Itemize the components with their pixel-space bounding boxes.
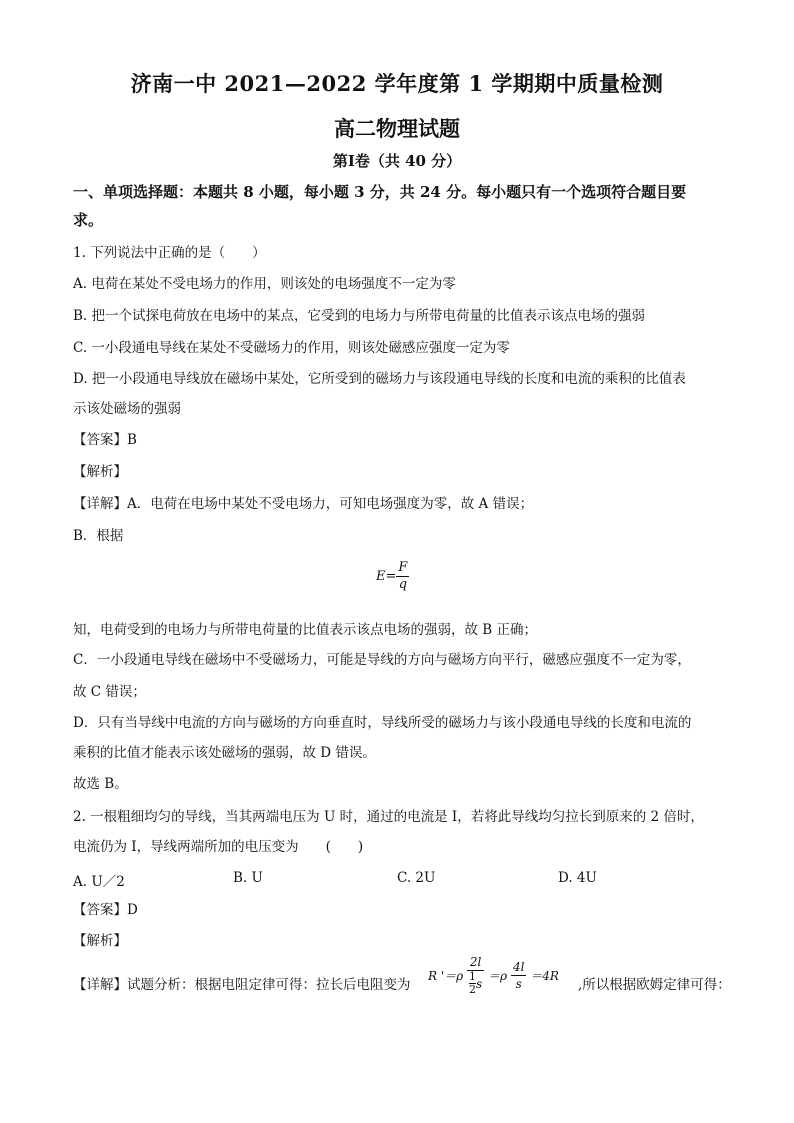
q1-answer: 【答案】B [73,432,137,448]
q2-stem: 2. 一根粗细均匀的导线，当其两端电压为 U 时，通过的电流是 I，若将此导线均匀拉长到原来的 2 倍时， [73,809,704,825]
fraction-2-numerator: 4l [512,959,525,974]
q1-option-b: B. 把一个试探电荷放在电场中的某点，它受到的电场力与所带电荷量的比值表示该点电场的强弱 [73,308,646,324]
formula-lhs: E= [376,569,397,584]
formula-rhs: ＝4R [530,968,559,983]
q1-detail-c-cont: 故 C 错误； [73,684,146,700]
q2-detail-prefix: 【详解】试题分析：根据电阻定律可得：拉长后电阻变为 [73,977,411,993]
formula-mid: ＝ρ [488,968,508,983]
q1-detail-c: C．一小段通电导线在磁场中不受磁场力，可能是导线的方向与磁场方向平行，磁感应强度不一定为零， [73,652,691,668]
half-denominator: 2 [469,983,477,996]
q1-conclusion: 故选 B。 [73,776,128,792]
fraction-1-denominator [467,971,484,996]
q1-detail-b: B．根据 [73,528,124,544]
q1-analysis-label: 【解析】 [73,464,127,480]
q1-detail-d-cont: 乘积的比值才能表示该处磁场的强弱，故 D 错误。 [73,745,376,761]
q1-stem: 1. 下列说法中正确的是（ ） [73,245,266,261]
q2-option-d: D. 4U [558,870,597,886]
q2-detail-suffix: ,所以根据欧姆定律可得： [578,977,731,993]
fraction-1-numerator: 2l [467,954,484,971]
q1-detail-b2: 知，电荷受到的电场力与所带电荷量的比值表示该点电场的强弱，故 B 正确； [73,622,538,638]
section-heading-cont: 求。 [73,211,104,229]
q1-detail-d: D．只有当导线中电流的方向与磁场的方向垂直时，导线所受的磁场力与该小段通电导线的长度和电流的 [73,715,692,731]
formula-fraction [396,560,409,593]
q1-formula-e-equals-f-over-q [376,560,409,593]
q1-option-d: D. 把一小段通电导线放在磁场中某处，它所受到的磁场力与该段通电导线的长度和电流的乘积的比值表 [73,371,686,387]
q2-option-a: A. U／2 [73,874,125,890]
q1-option-a: A. 电荷在某处不受电场力的作用，则该处的电场强度不一定为零 [73,276,456,292]
q2-answer: 【答案】D [73,902,138,918]
exam-subtitle: 高二物理试题 [334,116,460,141]
half-variable: s [476,976,483,991]
formula-fraction-1 [467,954,484,996]
q2-analysis-label: 【解析】 [73,933,127,949]
q2-option-b: B. U [233,870,263,886]
volume-label: 第Ⅰ卷（共 40 分） [332,152,462,170]
q2-option-c: C. 2U [397,870,436,886]
q1-option-c: C. 一小段通电导线在某处不受磁场力的作用，则该处磁感应强度一定为零 [73,340,510,356]
q1-detail-a: 【详解】A．电荷在电场中某处不受电场力，可知电场强度为零，故 A 错误； [73,496,534,512]
section-heading: 一、单项选择题：本题共 8 小题，每小题 3 分，共 24 分。每小题只有一个选项符合题目要 [73,183,687,201]
q1-option-d-cont: 示该处磁场的强弱 [73,401,181,417]
half-numerator: 1 [469,970,477,983]
formula-numerator: F [398,560,408,575]
formula-denominator: q [398,577,408,592]
fraction-2-denominator: s [515,976,522,991]
formula-fraction-2 [511,959,526,992]
half-fraction [469,971,476,996]
q2-resistance-formula [428,954,559,996]
exam-title: 济南一中 2021—2022 学年度第 1 学期期中质量检测 [130,71,664,96]
q2-stem-cont: 电流仍为 I，导线两端所加的电压变为 ( ) [73,839,364,855]
formula-lhs: R '＝ρ [428,968,464,983]
